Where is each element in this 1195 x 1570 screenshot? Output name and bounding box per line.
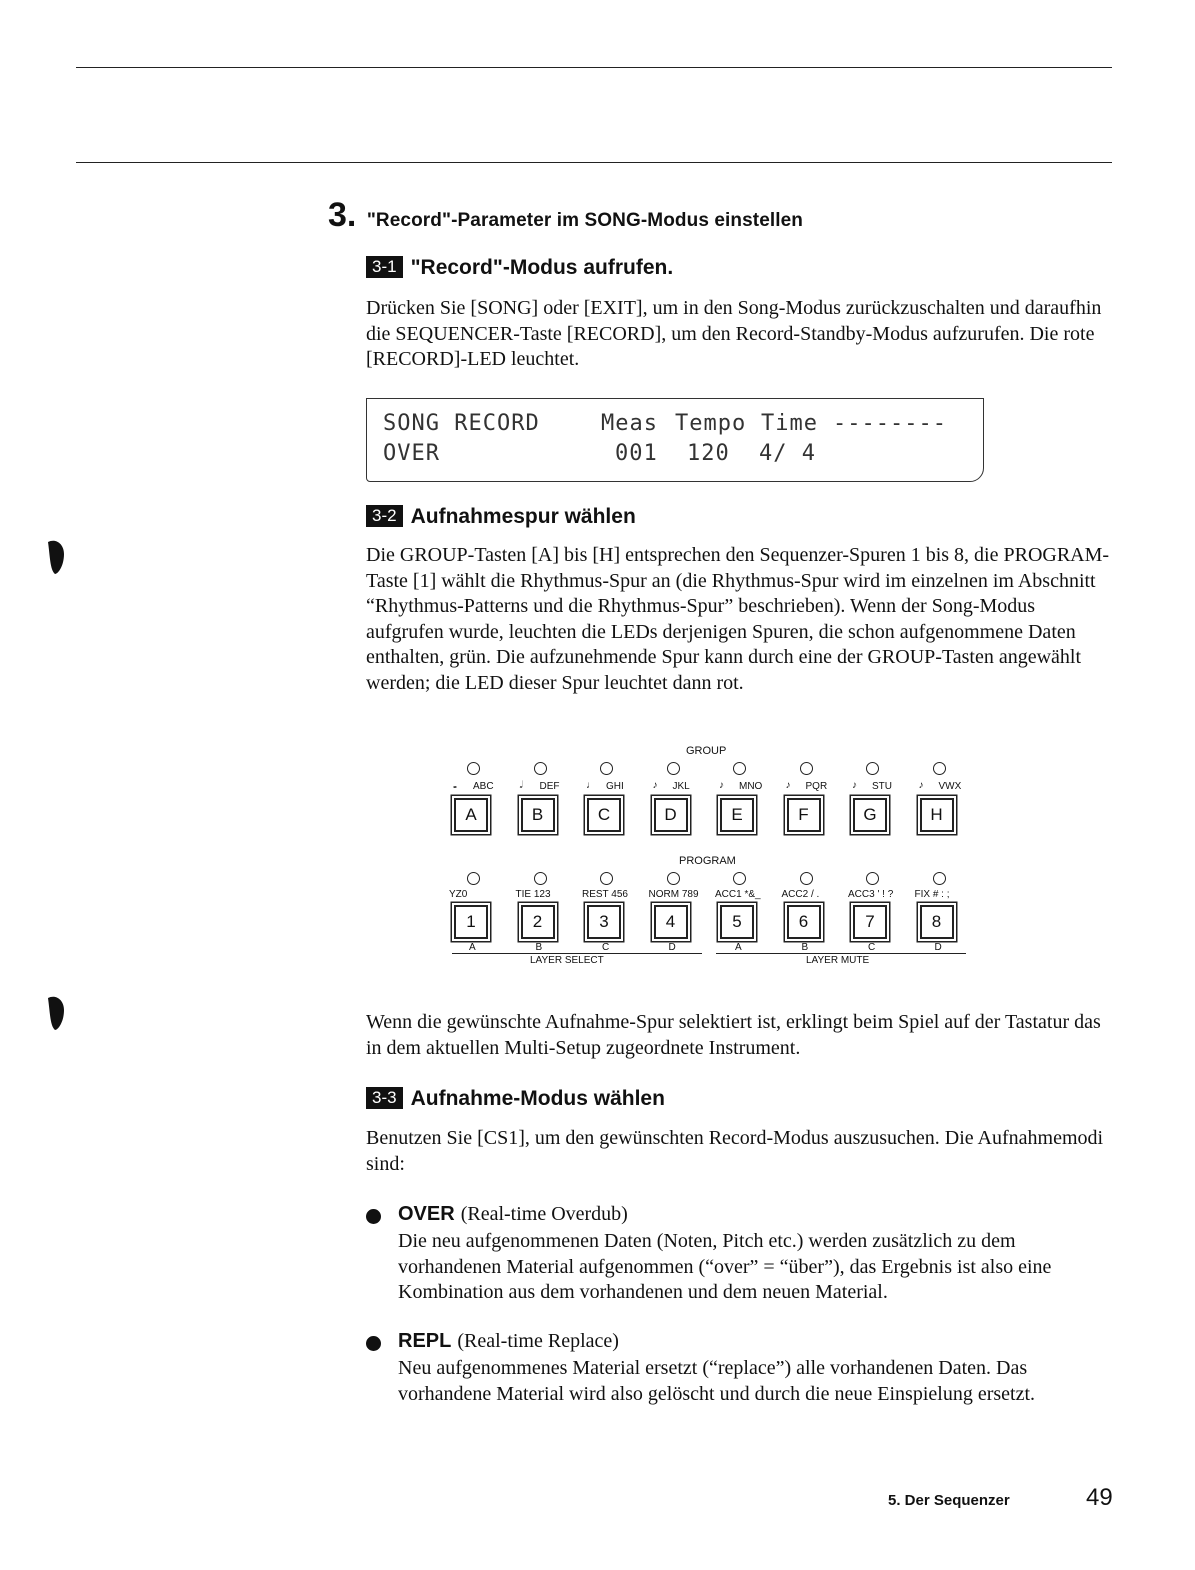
layer-mute-line — [716, 953, 966, 954]
section-title — [328, 196, 803, 235]
program-key-button[interactable]: 3 — [587, 905, 621, 939]
program-key-button[interactable]: 6 — [787, 905, 821, 939]
step-title: Aufnahme-Modus wählen — [410, 1087, 665, 1110]
layer-letter-label: C — [868, 942, 876, 953]
group-led-icon — [800, 762, 813, 775]
group-led-icon — [933, 762, 946, 775]
group-key-button[interactable]: A — [454, 798, 488, 832]
step-heading — [366, 505, 636, 529]
group-sublabel: VWX — [938, 781, 962, 792]
step-text: Die GROUP-Tasten [A] bis [H] entsprechen den Sequenzer-Spuren 1 bis 8, die PROGRAM-Taste [1] wählt die Rhythmus-Spur an (die Rhythmus-Spur wird im einzelnen im Abschnitt “Rhythmus-Patterns und die Rhythmus-Spur” beschrieben). Wenn der Song-Modus aufgrufen wurde, leuchten die LEDs derjenigen Spuren, die schon aufgenommene Daten enthalten, grün. Die aufzunehmende Spur kann durch eine der GROUP-Tasten angewählt werden; die LED dieser Spur leuchtet dann rot. — [366, 544, 1110, 694]
layer-letter-label: B — [801, 942, 809, 953]
group-sublabel: MNO — [739, 781, 763, 792]
after-panel-text: Wenn die gewünschte Aufnahme-Spur selektiert ist, erklingt beim Spiel auf der Tastatur das in dem aktuellen Multi-Setup zugeordnete Instrument. — [366, 1011, 1101, 1059]
program-led-icon — [933, 872, 946, 885]
layer-letter-label: A — [735, 942, 742, 953]
mode-name: OVER — [398, 1203, 455, 1225]
mode-text: Neu aufgenommenes Material ersetzt (“replace”) alle vorhandenen Daten. Das vorhandene Material wird also gelöscht und durch die neue Einspielung ersetzt. — [398, 1357, 1036, 1405]
lcd-meas-value: 001 — [615, 441, 658, 466]
lcd-dashes: -------- — [833, 411, 947, 436]
mode-heading — [398, 1203, 628, 1226]
group-sublabel: PQR — [805, 781, 828, 792]
lcd-mode-label: SONG RECORD — [383, 411, 540, 436]
program-led-icon — [600, 872, 613, 885]
program-led-icon — [800, 872, 813, 885]
lcd-display — [366, 398, 984, 482]
step-title: Aufnahmespur wählen — [410, 505, 636, 528]
step-text: Drücken Sie [SONG] oder [EXIT], um in den Song-Modus zurückzuschalten und daraufhin die SEQUENCER-Taste [RECORD], um den Record-Standby-Modus aufzurufen. Die rote [RECORD]-LED leuchtet. — [366, 297, 1102, 370]
lcd-time-label: Time — [761, 411, 818, 436]
step-title: "Record"-Modus aufrufen. — [410, 256, 674, 279]
group-led-icon — [534, 762, 547, 775]
group-sublabel: JKL — [672, 781, 690, 792]
group-led-icon — [733, 762, 746, 775]
group-led-icon — [667, 762, 680, 775]
group-note-icon: 𝅗𝅥 — [519, 780, 523, 791]
group-note-icon: ♪ — [652, 780, 658, 791]
mode-heading — [398, 1330, 619, 1353]
layer-letter-label: D — [668, 942, 676, 953]
group-note-icon: ♪ — [719, 780, 724, 791]
step-badge: 3-1 — [366, 256, 403, 278]
layer-letter-label: A — [469, 942, 476, 953]
layer-letter-label: B — [535, 942, 543, 953]
program-key-button[interactable]: 2 — [521, 905, 555, 939]
binding-mark-icon — [40, 536, 70, 576]
layer-letter-label: C — [602, 942, 610, 953]
group-sublabel: GHI — [606, 781, 624, 792]
lcd-time-value: 4/ 4 — [759, 441, 816, 466]
mode-subtitle: (Real-time Replace) — [457, 1330, 619, 1352]
group-key-button[interactable]: B — [521, 798, 555, 832]
layer-select-label: LAYER SELECT — [530, 955, 604, 966]
binding-mark-icon — [40, 992, 70, 1032]
group-key-button[interactable]: D — [654, 798, 688, 832]
group-key-button[interactable]: C — [587, 798, 621, 832]
program-label: PROGRAM — [679, 855, 736, 867]
mode-name: REPL — [398, 1330, 452, 1352]
section-title-text: "Record"-Parameter im SONG-Modus einstellen — [366, 210, 804, 231]
step-badge: 3-2 — [366, 505, 403, 527]
top-rule — [76, 67, 1112, 68]
program-key-button[interactable]: 8 — [920, 905, 954, 939]
group-note-icon: ♪ — [918, 780, 924, 791]
step-text: Benutzen Sie [CS1], um den gewünschten Record-Modus auszusuchen. Die Aufnahmemodi sind: — [366, 1127, 1104, 1175]
mode-text: Die neu aufgenommenen Daten (Noten, Pitch etc.) werden zusätzlich zu dem vorhandenen Material aufgenommen (“over” = “über”), das Ergebnis ist also eine Kombination aus dem vorhandenen und dem neuen Material. — [398, 1230, 1052, 1303]
program-led-icon — [467, 872, 480, 885]
group-led-icon — [467, 762, 480, 775]
bullet-icon — [366, 1336, 381, 1351]
group-note-icon: ♪ — [852, 780, 857, 791]
program-sublabel: TIE 123 — [515, 889, 551, 900]
program-led-icon — [534, 872, 547, 885]
group-led-icon — [866, 762, 879, 775]
group-note-icon: ♪ — [785, 780, 791, 791]
program-sublabel: FIX # : ; — [914, 889, 950, 900]
page-number: 49 — [1086, 1484, 1113, 1511]
lcd-meas-label: Meas — [601, 411, 658, 436]
group-key-button[interactable]: H — [920, 798, 954, 832]
program-sublabel: YZ0 — [449, 889, 468, 900]
layer-mute-label: LAYER MUTE — [806, 955, 870, 966]
program-key-button[interactable]: 5 — [720, 905, 754, 939]
section-number: 3. — [328, 196, 357, 234]
group-sublabel: STU — [872, 781, 892, 792]
step-heading — [366, 1087, 665, 1111]
lcd-tempo-value: 120 — [687, 441, 730, 466]
group-key-button[interactable]: E — [720, 798, 754, 832]
step-badge: 3-3 — [366, 1087, 403, 1109]
layer-letter-label: D — [934, 942, 942, 953]
group-sublabel: DEF — [539, 781, 560, 792]
layer-select-line — [452, 953, 702, 954]
program-led-icon — [667, 872, 680, 885]
program-sublabel: ACC2 / . — [781, 889, 820, 900]
program-led-icon — [733, 872, 746, 885]
mode-subtitle: (Real-time Overdub) — [460, 1203, 628, 1225]
group-key-button[interactable]: G — [853, 798, 887, 832]
group-label: GROUP — [686, 745, 727, 757]
program-key-button[interactable]: 4 — [654, 905, 688, 939]
step-heading — [366, 256, 673, 280]
bullet-icon — [366, 1209, 381, 1224]
program-key-button[interactable]: 1 — [454, 905, 488, 939]
program-sublabel: REST 456 — [582, 889, 628, 900]
lcd-tempo-label: Tempo — [675, 411, 747, 436]
lcd-mode-value: OVER — [383, 441, 440, 466]
group-note-icon: 𝅝 — [453, 780, 457, 791]
program-led-icon — [866, 872, 879, 885]
program-sublabel: ACC3 ' ! ? — [848, 889, 894, 900]
program-sublabel: ACC1 *&_ — [715, 889, 761, 900]
program-key-button[interactable]: 7 — [853, 905, 887, 939]
group-note-icon: ♩ — [586, 780, 596, 791]
footer-chapter: 5. Der Sequenzer — [888, 1492, 1010, 1509]
group-led-icon — [600, 762, 613, 775]
group-sublabel: ABC — [473, 781, 494, 792]
program-sublabel: NORM 789 — [648, 889, 699, 900]
header-rule — [76, 162, 1112, 163]
group-key-button[interactable]: F — [787, 798, 821, 832]
